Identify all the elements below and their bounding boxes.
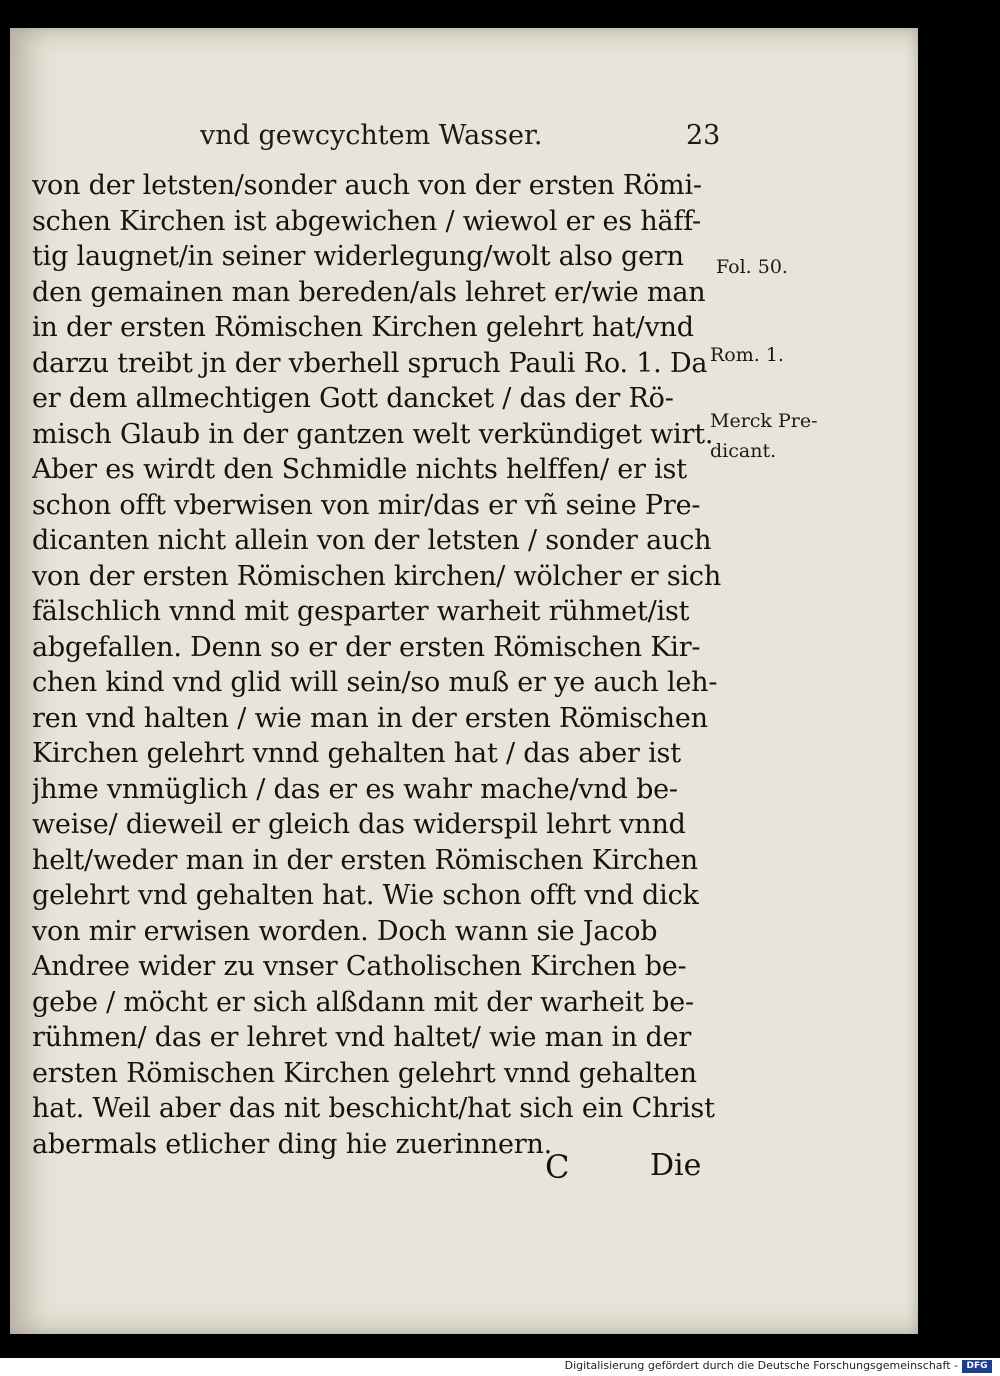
margin-note-fol: Fol. 50. bbox=[716, 256, 788, 278]
text-line: er dem allmechtigen Gott dancket / das der Rö- bbox=[32, 383, 674, 414]
text-line: in der ersten Römischen Kirchen gelehrt hat/vnd bbox=[32, 312, 694, 343]
dfg-logo: DFG bbox=[962, 1360, 992, 1373]
text-line: Aber es wirdt den Schmidle nichts helffen/ er ist bbox=[32, 454, 687, 485]
footer-bar bbox=[0, 1358, 1000, 1376]
text-line: misch Glaub in der gantzen welt verkündiget wirt. bbox=[32, 418, 714, 450]
text-line: von mir erwisen worden. Doch wann sie Jacob bbox=[32, 915, 658, 947]
text-line: Andree wider zu vnser Catholischen Kirchen be- bbox=[32, 951, 687, 982]
text-line: gelehrt vnd gehalten hat. Wie schon offt vnd dick bbox=[32, 880, 699, 911]
text-line: schon offt vberwisen von mir/das er vñ seine Pre- bbox=[32, 489, 701, 521]
text-line: ren vnd halten / wie man in der ersten Römischen bbox=[32, 702, 708, 734]
text-line: von der letsten/sonder auch von der ersten Römi- bbox=[32, 170, 702, 201]
text-line: gebe / möcht er sich alßdann mit der warheit be- bbox=[32, 986, 694, 1018]
text-line: rühmen/ das er lehret vnd haltet/ wie man in der bbox=[32, 1022, 692, 1053]
text-line: hat. Weil aber das nit beschicht/hat sich ein Christ bbox=[32, 1093, 715, 1124]
catch-row bbox=[10, 1148, 918, 1192]
text-line: dicanten nicht allein von der letsten / sonder auch bbox=[32, 525, 712, 556]
signature-mark: C bbox=[545, 1148, 570, 1186]
text-line: Kirchen gelehrt vnnd gehalten hat / das aber ist bbox=[32, 738, 681, 769]
text-line: jhme vnmüglich / das er es wahr mache/vnd be- bbox=[32, 773, 678, 805]
text-line: abgefallen. Denn so er der ersten Römischen Kir- bbox=[32, 631, 701, 663]
text-line: chen kind vnd glid will sein/so muß er ye auch leh- bbox=[32, 667, 718, 698]
margin-note-rom: Rom. 1. bbox=[710, 344, 784, 366]
page-number: 23 bbox=[686, 120, 721, 151]
text-line: schen Kirchen ist abgewichen / wiewol er es häff- bbox=[32, 205, 701, 237]
running-head: vnd gewcychtem Wasser. bbox=[200, 120, 543, 151]
catchword: Die bbox=[650, 1148, 702, 1183]
text-line: weise/ dieweil er gleich das widerspil lehrt vnnd bbox=[32, 809, 686, 840]
text-line: fälschlich vnnd mit gesparter warheit rühmet/ist bbox=[32, 596, 690, 627]
book-page bbox=[10, 28, 918, 1334]
text-line: den gemainen man bereden/als lehret er/wie man bbox=[32, 276, 706, 308]
text-line: abermals etlicher ding hie zuerinnern. bbox=[32, 1128, 553, 1160]
text-line: helt/weder man in der ersten Römischen Kirchen bbox=[32, 844, 698, 876]
margin-note-merck: Merck Pre- bbox=[710, 410, 818, 432]
margin-note-dicant: dicant. bbox=[710, 440, 777, 462]
page-header bbox=[10, 120, 918, 160]
text-line: darzu treibt jn der vberhell spruch Pauli Ro. 1. Da bbox=[32, 347, 708, 379]
text-line: tig laugnet/in seiner widerlegung/wolt also gern bbox=[32, 241, 684, 272]
footer-credit: Digitalisierung gefördert durch die Deutsche Forschungsgemeinschaft - bbox=[564, 1359, 958, 1372]
text-line: von der ersten Römischen kirchen/ wölcher er sich bbox=[32, 560, 722, 592]
text-line: ersten Römischen Kirchen gelehrt vnnd gehalten bbox=[32, 1057, 697, 1089]
body-text bbox=[32, 168, 732, 1162]
